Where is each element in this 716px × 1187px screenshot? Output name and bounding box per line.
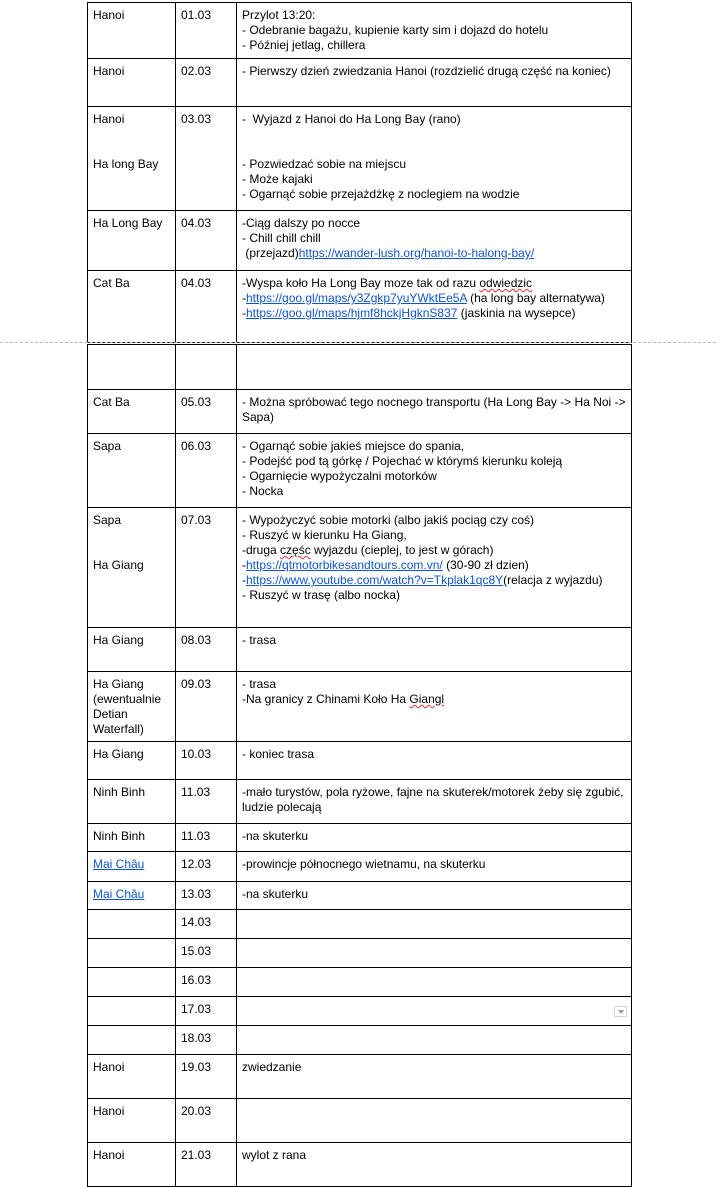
note-line: - Pozwiedzać sobie na miejscu (242, 157, 407, 171)
date-cell: 05.03 (176, 390, 237, 434)
dropdown-arrow-icon[interactable] (614, 1006, 627, 1017)
table-row (88, 1099, 632, 1143)
place-cell (88, 271, 176, 343)
place-line: Hanoi (93, 1060, 125, 1074)
place-cell (88, 742, 176, 780)
date-cell: 06.03 (176, 434, 237, 508)
place-line (93, 543, 170, 558)
table-row (88, 508, 632, 628)
place-line: Cat Ba (93, 276, 130, 290)
place-cell (88, 672, 176, 742)
date-cell: 12.03 (176, 852, 237, 882)
place-cell (88, 59, 176, 107)
notes-cell (237, 3, 632, 59)
place-cell (88, 824, 176, 852)
place-link[interactable]: Mai Châu (93, 887, 145, 901)
place-line (93, 127, 170, 142)
table-row (88, 824, 632, 852)
note-line: (przejazd)https://wander-lush.org/hanoi-to-halong-bay/ (242, 246, 535, 260)
note-line: - Chill chill chill (242, 231, 321, 245)
place-cell (88, 434, 176, 508)
place-line: Ninh Binh (93, 785, 146, 799)
notes-cell (237, 997, 632, 1026)
table-row (88, 742, 632, 780)
place-cell (88, 628, 176, 672)
place-cell (88, 882, 176, 910)
notes-cell (237, 1143, 632, 1187)
table-row (88, 628, 632, 672)
note-line (242, 142, 626, 157)
note-line: - Wyjazd z Hanoi do Ha Long Bay (rano) (242, 112, 461, 126)
notes-cell (237, 107, 632, 211)
notes-cell (237, 1026, 632, 1055)
place-cell (88, 1143, 176, 1187)
place-line: Hanoi (93, 64, 125, 78)
date-cell: 02.03 (176, 59, 237, 107)
place-line (93, 944, 170, 959)
note-line: - trasa (242, 677, 277, 691)
date-cell: 15.03 (176, 939, 237, 968)
table-row (88, 997, 632, 1026)
place-line: Ha Giang (93, 747, 144, 761)
notes-cell (237, 59, 632, 107)
place-cell (88, 910, 176, 939)
note-line: - Ogarnąć sobie jakieś miejsce do spania, (242, 439, 465, 453)
notes-cell (237, 780, 632, 824)
date-cell: 13.03 (176, 882, 237, 910)
place-cell (88, 780, 176, 824)
note-line: -https://qtmotorbikesandtours.com.vn/ (30-90 zł dzien) (242, 558, 529, 572)
note-line: - Odebranie bagażu, kupienie karty sim i dojazd do hotelu (242, 23, 549, 37)
notes-cell (237, 390, 632, 434)
table-row (88, 672, 632, 742)
place-line: Hanoi (93, 112, 125, 126)
note-line: - Podejść pod tą górkę / Pojechać w którymś kierunku koleją (242, 454, 563, 468)
note-line: -druga częśc wyjazdu (cieplej, to jest w górach) (242, 543, 494, 557)
note-line: - Później jetlag, chillera (242, 38, 366, 52)
place-cell (88, 211, 176, 271)
date-cell: 03.03 (176, 107, 237, 211)
table-row (88, 882, 632, 910)
place-link[interactable]: Mai Châu (93, 857, 145, 871)
place-line: Ninh Binh (93, 829, 146, 843)
notes-cell (237, 910, 632, 939)
notes-cell (237, 628, 632, 672)
note-line: -https://goo.gl/maps/hjmf8hckjHgknS837 (jaskinia na wysepce) (242, 306, 576, 320)
notes-cell (237, 271, 632, 343)
note-line: -Wyspa koło Ha Long Bay moze tak od razu odwiedzic (242, 276, 533, 290)
table-row (88, 1055, 632, 1099)
table-row (88, 910, 632, 939)
date-cell: 17.03 (176, 997, 237, 1026)
place-line (93, 528, 170, 543)
date-cell: 10.03 (176, 742, 237, 780)
note-line: - koniec trasa (242, 747, 315, 761)
date-cell: 16.03 (176, 968, 237, 997)
note-line: zwiedzanie (242, 1060, 302, 1074)
date-cell: 19.03 (176, 1055, 237, 1099)
note-link[interactable]: https://qtmotorbikesandtours.com.vn/ (246, 558, 443, 572)
notes-cell (237, 968, 632, 997)
place-line: Cat Ba (93, 395, 130, 409)
place-line: Ha Giang (93, 633, 144, 647)
notes-cell (237, 211, 632, 271)
table-row (88, 1143, 632, 1187)
place-line (93, 1031, 170, 1046)
date-cell: 21.03 (176, 1143, 237, 1187)
table-row (88, 390, 632, 434)
notes-cell (237, 852, 632, 882)
table-row (88, 434, 632, 508)
place-line: Ha Giang (ewentualnie Detian Waterfall) (93, 677, 165, 736)
notes-cell (237, 742, 632, 780)
note-link[interactable]: https://www.youtube.com/watch?v=Tkplak1qc8Y (246, 573, 504, 587)
place-cell (88, 508, 176, 628)
note-line: - Ogarnąć sobie przejażdżkę z noclegiem na wodzie (242, 187, 520, 201)
table-row (88, 107, 632, 211)
place-line: Sapa (93, 439, 122, 453)
table-row (88, 1026, 632, 1055)
date-cell: 04.03 (176, 271, 237, 343)
table-row (88, 211, 632, 271)
place-line (93, 350, 170, 365)
notes-cell (237, 508, 632, 628)
note-line: - Ruszyć w trasę (albo nocka) (242, 588, 401, 602)
notes-cell (237, 824, 632, 852)
note-line: wylot z rana (242, 1148, 307, 1162)
note-line: -Na granicy z Chinami Koło Ha Giangl (242, 692, 445, 706)
date-cell: 11.03 (176, 780, 237, 824)
note-line (242, 127, 626, 142)
date-cell: 04.03 (176, 211, 237, 271)
note-line: - Wypożyczyć sobie motorki (albo jakiś pociąg czy coś) (242, 513, 534, 527)
place-line (93, 142, 170, 157)
note-link[interactable]: https://goo.gl/maps/y3Zgkp7yuYWktEe5A (246, 291, 467, 305)
place-cell (88, 3, 176, 59)
note-link[interactable]: https://goo.gl/maps/hjmf8hckjHgknS837 (246, 306, 458, 320)
place-line (93, 973, 170, 988)
table-row (88, 59, 632, 107)
table-row (88, 271, 632, 343)
notes-cell (237, 1099, 632, 1143)
spellcheck-word: odwiedzic (479, 276, 533, 290)
note-line: -na skuterku (242, 829, 309, 843)
place-cell (88, 390, 176, 434)
notes-cell (237, 1055, 632, 1099)
table-row (88, 345, 632, 390)
place-cell (88, 1026, 176, 1055)
note-line: - Pierwszy dzień zwiedzania Hanoi (rozdzielić drugą część na koniec) (242, 64, 611, 78)
note-line: - Ogarnięcie wypożyczalni motorków (242, 469, 437, 483)
place-line: Ha long Bay (93, 157, 159, 171)
date-cell: 18.03 (176, 1026, 237, 1055)
table-row (88, 968, 632, 997)
notes-cell (237, 939, 632, 968)
note-line: - Ruszyć w kierunku Ha Giang, (242, 528, 407, 542)
note-line: -https://goo.gl/maps/y3Zgkp7yuYWktEe5A (ha long bay alternatywa) (242, 291, 605, 305)
note-line: -https://www.youtube.com/watch?v=Tkplak1qc8Y(relacja z wyjazdu) (242, 573, 603, 587)
place-cell (88, 1055, 176, 1099)
spellcheck-word: częśc (280, 543, 311, 557)
date-cell: 08.03 (176, 628, 237, 672)
note-line: -mało turystów, pola ryżowe, fajne na skuterek/motorek żeby się zgubić, ludzie polecają (242, 785, 627, 814)
note-line: - Nocka (242, 484, 284, 498)
table-row (88, 939, 632, 968)
date-cell: 14.03 (176, 910, 237, 939)
note-line: - trasa (242, 633, 277, 647)
itinerary-table-page-2 (87, 344, 632, 1187)
date-cell: 11.03 (176, 824, 237, 852)
spellcheck-word: Giangl (409, 692, 445, 706)
place-cell (88, 1099, 176, 1143)
date-cell (176, 345, 237, 390)
note-line: -prowincje północnego wietnamu, na skuterku (242, 857, 486, 871)
date-cell: 09.03 (176, 672, 237, 742)
place-cell (88, 939, 176, 968)
place-cell (88, 345, 176, 390)
date-cell: 07.03 (176, 508, 237, 628)
table-row (88, 780, 632, 824)
note-line: - Można spróbować tego nocnego transportu (Ha Long Bay -> Ha Noi -> Sapa) (242, 395, 629, 424)
place-line (93, 1002, 170, 1017)
notes-cell (237, 672, 632, 742)
note-line: Przylot 13:20: (242, 8, 316, 22)
place-line: Ha Giang (93, 558, 144, 572)
table-row (88, 852, 632, 882)
notes-cell (237, 882, 632, 910)
date-cell: 01.03 (176, 3, 237, 59)
place-cell (88, 107, 176, 211)
place-line: Hanoi (93, 1148, 125, 1162)
place-line: Ha Long Bay (93, 216, 163, 230)
place-line: Hanoi (93, 1104, 125, 1118)
table-row (88, 3, 632, 59)
place-cell (88, 852, 176, 882)
place-line: Hanoi (93, 8, 125, 22)
place-line: Sapa (93, 513, 122, 527)
itinerary-table-page-1 (87, 2, 632, 343)
date-cell: 20.03 (176, 1099, 237, 1143)
place-cell (88, 968, 176, 997)
note-line: -Ciąg dalszy po nocce (242, 216, 361, 230)
note-line: - Może kajaki (242, 172, 313, 186)
note-line: -na skuterku (242, 887, 309, 901)
notes-cell (237, 434, 632, 508)
notes-cell (237, 345, 632, 390)
place-line (93, 915, 170, 930)
place-cell (88, 997, 176, 1026)
note-link[interactable]: https://wander-lush.org/hanoi-to-halong-bay/ (298, 246, 535, 260)
page-break-line (0, 342, 716, 343)
